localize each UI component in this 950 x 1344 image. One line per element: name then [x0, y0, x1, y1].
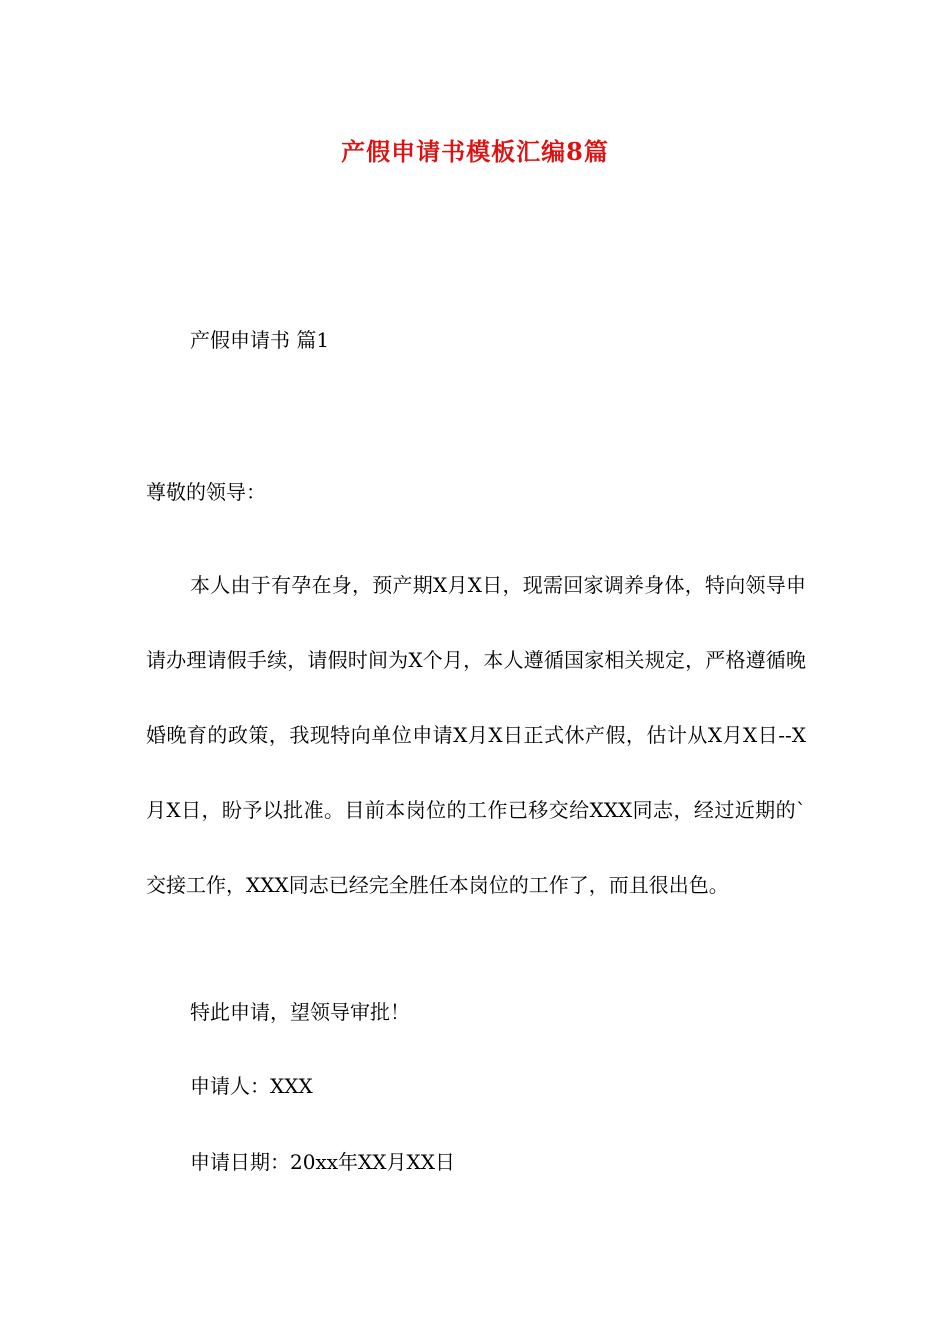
closing-line: 特此申请，望领导审批！ [190, 1000, 410, 1024]
apply-date-line: 申请日期：20xx年XX月XX日 [190, 1150, 455, 1174]
applicant-line: 申请人：XXX [190, 1074, 313, 1098]
salutation: 尊敬的领导： [146, 480, 266, 504]
document-title: 产假申请书模板汇编8篇 [341, 137, 609, 166]
body-paragraph: 本人由于有孕在身，预产期X月X日，现需回家调养身体，特向领导申请办理请假手续，请假时间为X个月，本人遵循国家相关规定，严格遵循晚婚晚育的政策，我现特向单位申请X月X日正式休产假，估计从X月X日--X月X日，盼予以批准。目前本岗位的工作已移交给XXX同志，经过近期的`交接工作，XXX同志已经完全胜任本岗位的工作了，而且很出色。 [146, 573, 806, 897]
section-heading: 产假申请书 篇1 [190, 328, 330, 352]
